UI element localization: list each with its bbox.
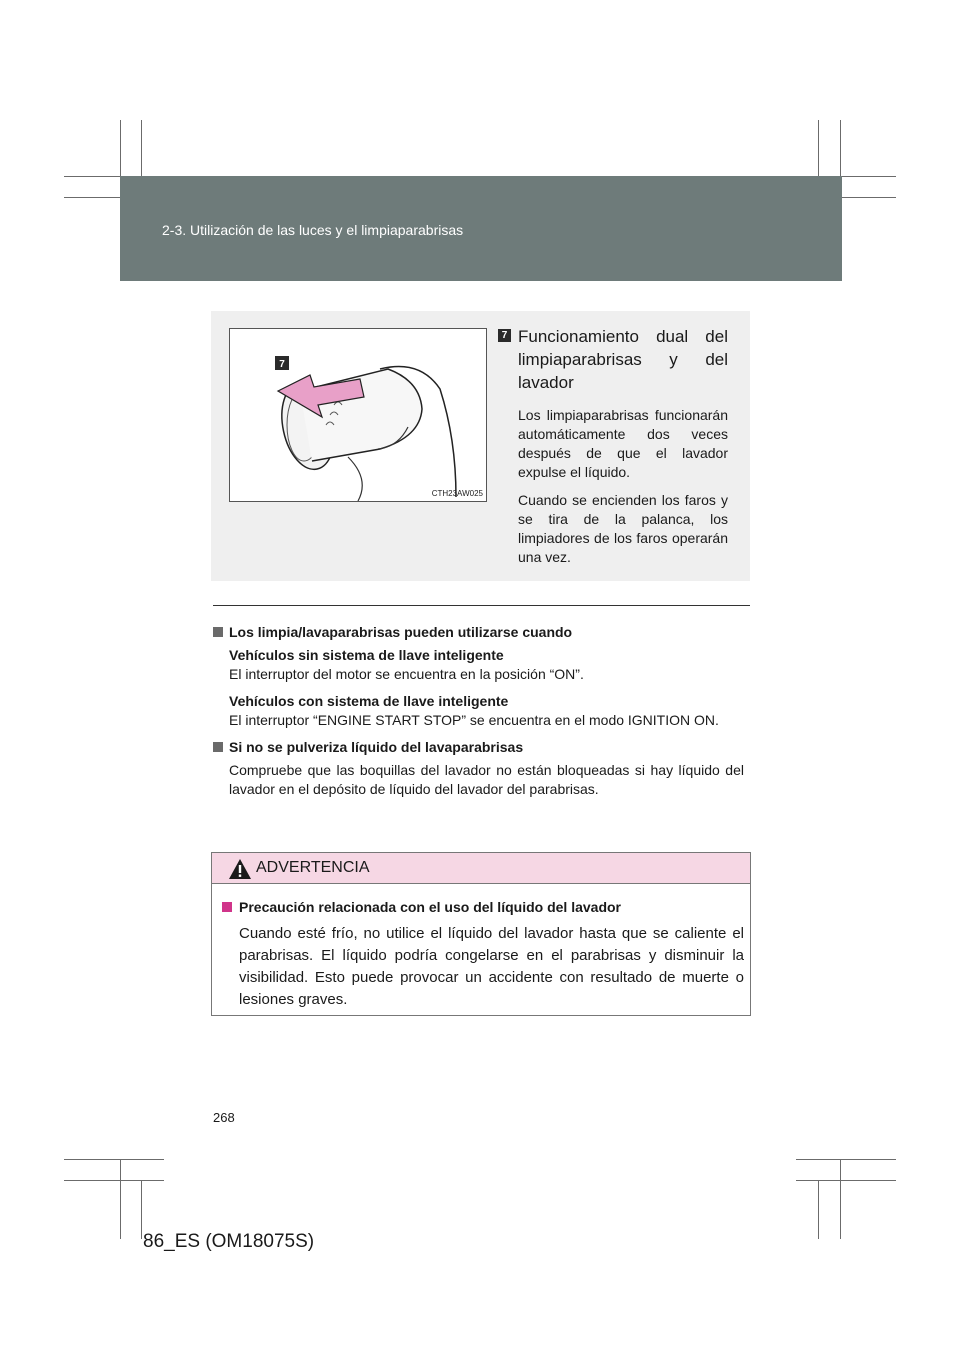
condition-title: Vehículos sin sistema de llave inteligente	[229, 647, 504, 663]
condition-block	[229, 646, 744, 684]
square-bullet-icon	[213, 742, 223, 752]
crop-mark	[64, 1159, 164, 1160]
square-bullet-icon	[222, 902, 232, 912]
section-heading-text: Los limpia/lavaparabrisas pueden utilizarse cuando	[229, 624, 573, 640]
section-heading	[213, 623, 744, 642]
crop-mark	[818, 1180, 819, 1239]
svg-text:7: 7	[279, 359, 285, 370]
section-text: Compruebe que las boquillas del lavador no están bloqueadas si hay líquido del lavador en el depósito de líquido del lavador del parabrisas.	[229, 762, 744, 797]
warning-subheading	[222, 896, 744, 918]
warning-text: Cuando esté frío, no utilice el líquido del lavador hasta que se caliente el parabrisas. El líquido podría congelarse en el parabrisas y disminuir la visibilidad. Esto puede provocar un accidente con resultado de muerte o lesiones graves.	[239, 925, 744, 1008]
warning-triangle-icon	[228, 858, 252, 880]
document-code: 86_ES (OM18075S)	[143, 1231, 315, 1252]
crop-mark	[796, 1180, 896, 1181]
figure-paragraph: Cuando se encienden los faros y se tira de la palanca, los limpiadores de los faros operarán una vez.	[518, 492, 728, 565]
section-body	[213, 646, 744, 730]
section-body	[213, 761, 744, 799]
step-badge: 7	[498, 329, 511, 342]
figure-panel	[211, 311, 750, 581]
warning-header	[212, 853, 750, 884]
figure-title: Funcionamiento dual del limpiaparabrisas y del lavador	[518, 327, 728, 392]
warning-box	[211, 852, 751, 1016]
section-heading	[213, 738, 744, 757]
crop-mark	[796, 1159, 896, 1160]
condition-block	[229, 692, 744, 730]
section-title: 2-3. Utilización de las luces y el limpiaparabrisas	[162, 222, 464, 238]
illustration-frame	[229, 328, 487, 502]
crop-mark	[120, 1159, 121, 1239]
figure-title-row	[498, 325, 728, 394]
warning-title: ADVERTENCIA	[256, 859, 370, 876]
warning-subheading-text: Precaución relacionada con el uso del líquido del lavador	[239, 899, 621, 915]
page-number: 268	[213, 1110, 235, 1125]
crop-mark	[141, 1180, 142, 1239]
image-code: CTH23AW025	[431, 489, 483, 498]
notes-section	[213, 623, 744, 807]
wiper-lever-illustration	[230, 329, 486, 501]
crop-mark	[840, 1159, 841, 1239]
section-header	[120, 176, 842, 281]
condition-text: El interruptor “ENGINE START STOP” se encuentra en el modo IGNITION ON.	[229, 712, 719, 728]
square-bullet-icon	[213, 627, 223, 637]
condition-title: Vehículos con sistema de llave inteligente	[229, 693, 509, 709]
warning-body	[212, 884, 750, 1011]
crop-mark	[64, 1180, 164, 1181]
section-heading-text: Si no se pulveriza líquido del lavaparabrisas	[229, 739, 524, 755]
condition-text: El interruptor del motor se encuentra en la posición “ON”.	[229, 666, 584, 682]
figure-body	[498, 406, 728, 567]
figure-description	[498, 325, 728, 576]
divider	[213, 605, 750, 606]
figure-paragraph: Los limpiaparabrisas funcionarán automáticamente dos veces después de que el lavador expulse el líquido.	[518, 407, 728, 480]
